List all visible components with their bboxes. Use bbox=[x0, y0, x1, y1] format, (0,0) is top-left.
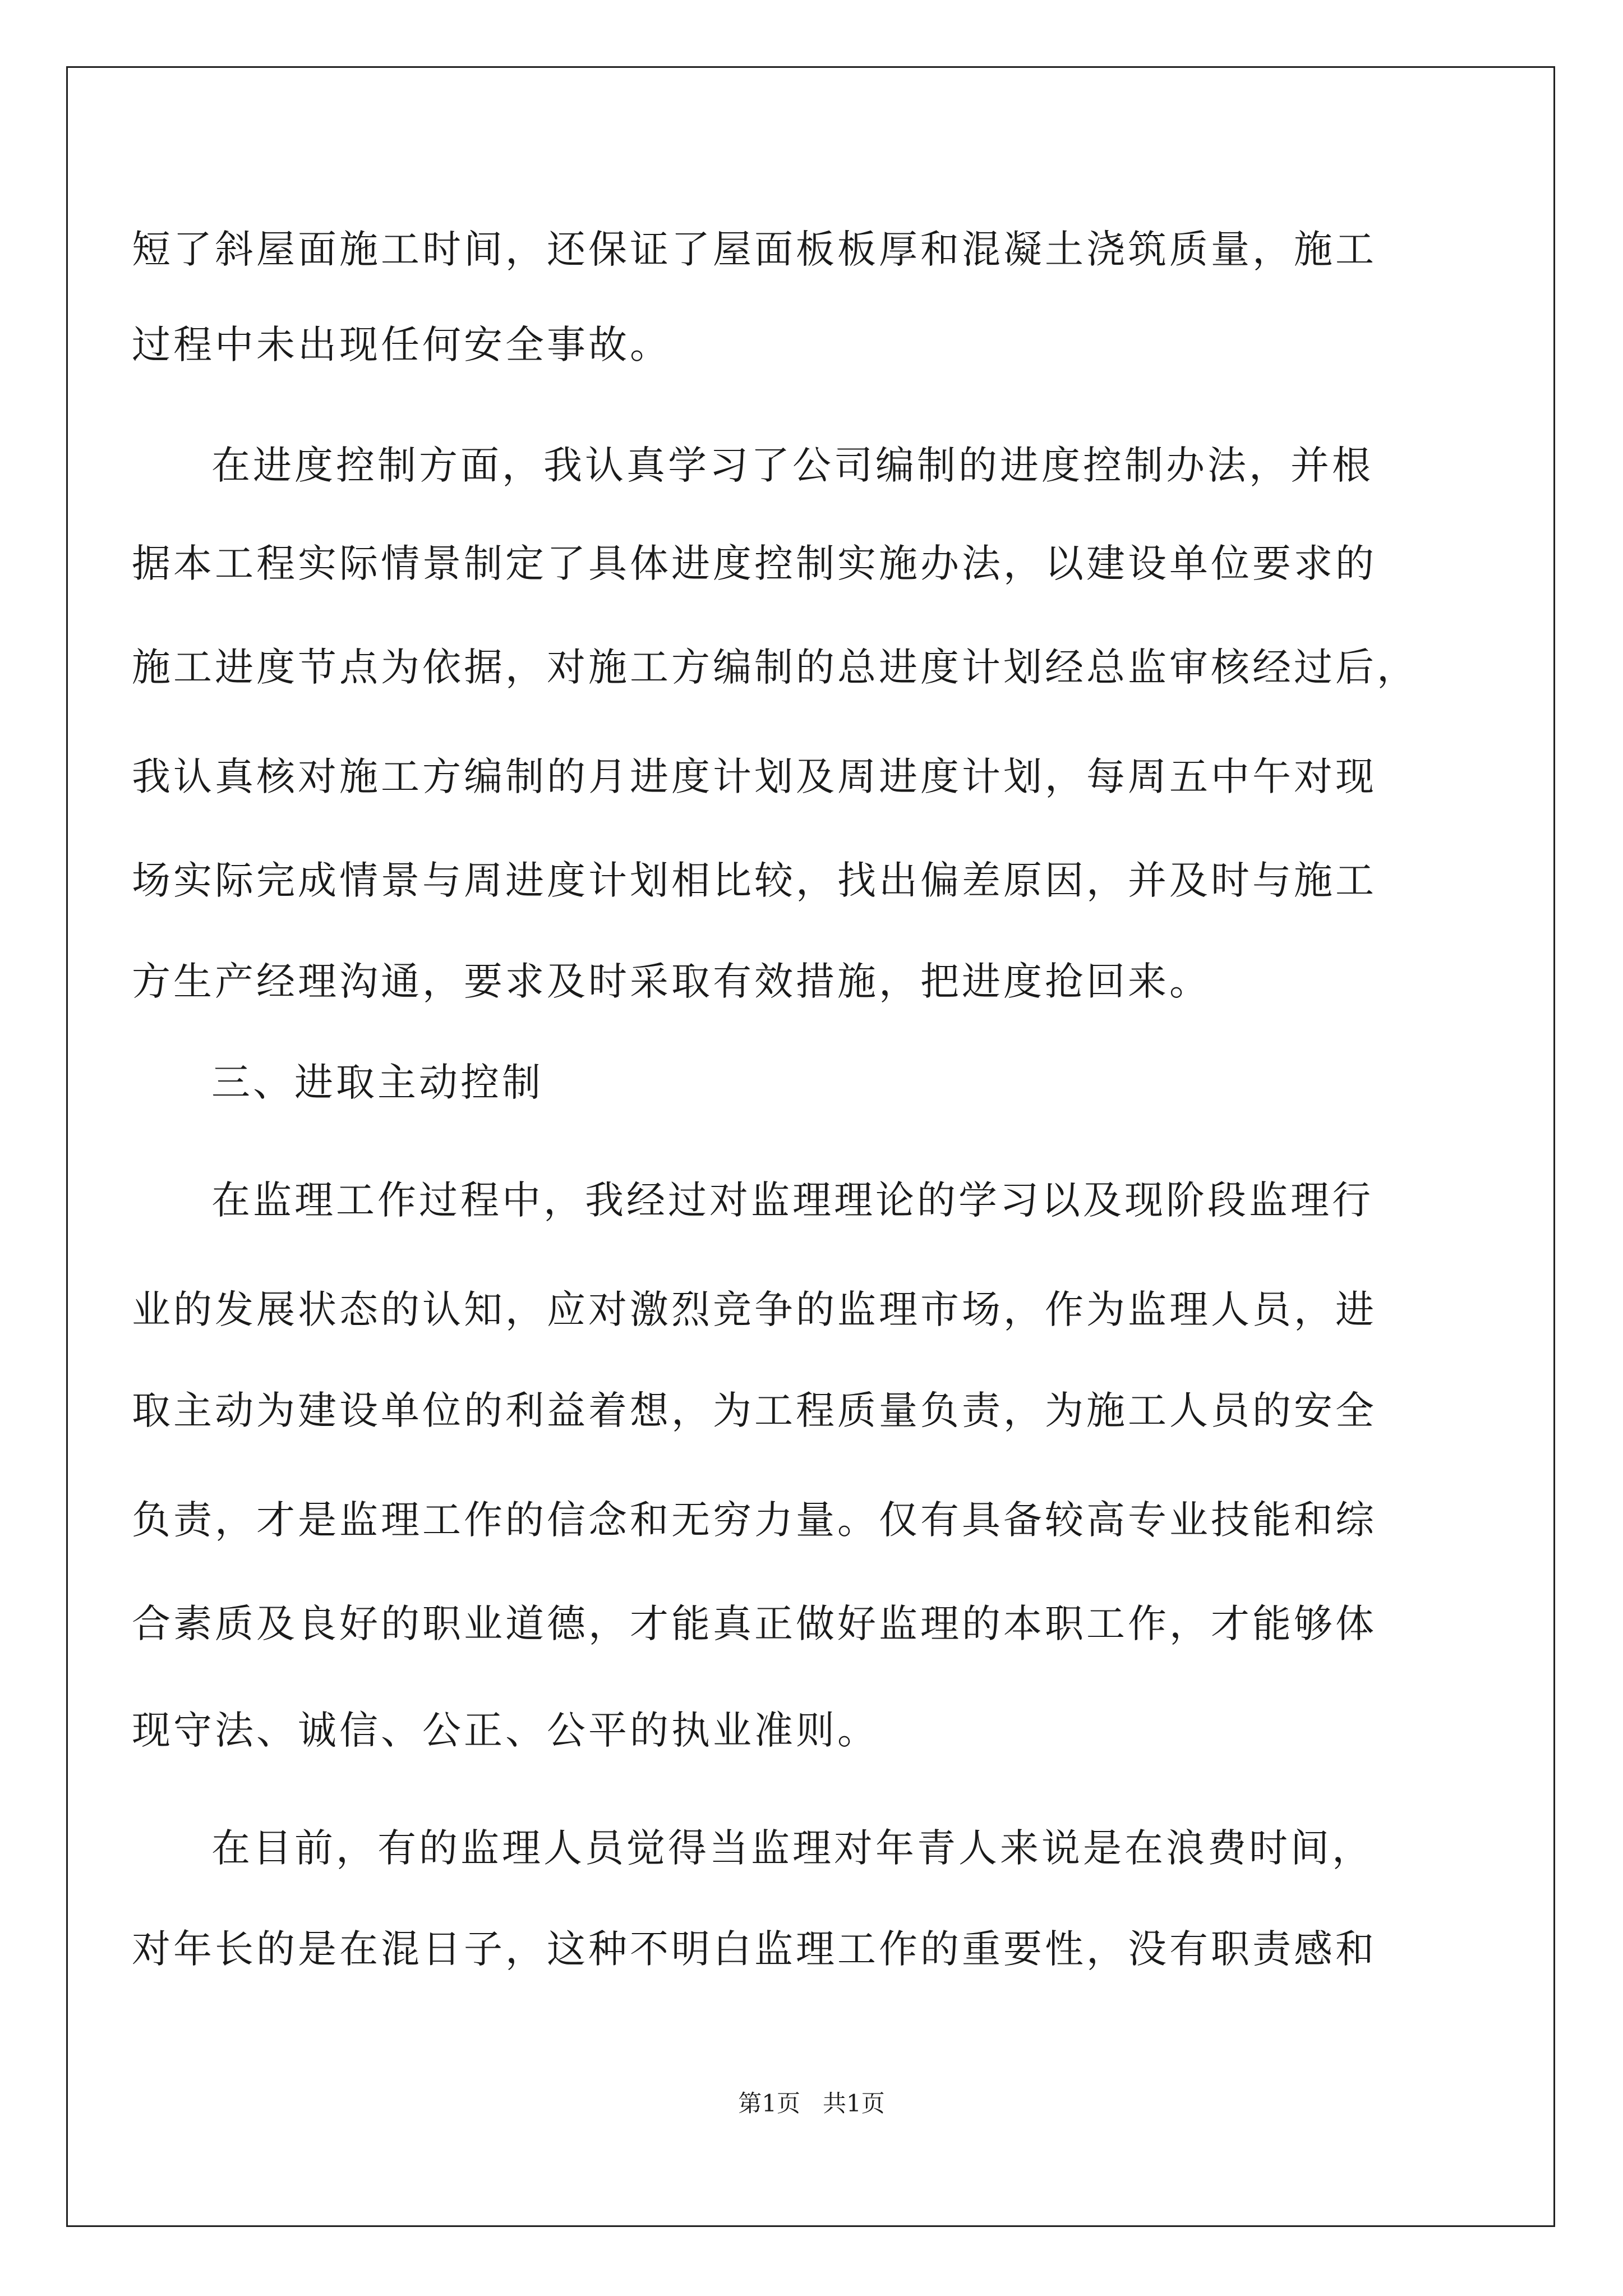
text-line-13: 负责，才是监理工作的信念和无穷力量。仅有具备较高专业技能和综 bbox=[132, 1498, 1377, 1543]
text-line-8: 方生产经理沟通，要求及时采取有效措施，把进度抢回来。 bbox=[132, 959, 1211, 1004]
text-line-11: 业的发展状态的认知，应对激烈竞争的监理市场，作为监理人员，进 bbox=[132, 1287, 1377, 1332]
text-line-17: 对年长的是在混日子，这种不明白监理工作的重要性，没有职责感和 bbox=[132, 1927, 1377, 1972]
text-line-1: 短了斜屋面施工时间，还保证了屋面板板厚和混凝土浇筑质量，施工 bbox=[132, 227, 1377, 272]
text-line-3: 在进度控制方面，我认真学习了公司编制的进度控制办法，并根 bbox=[211, 443, 1373, 488]
text-line-15: 现守法、诚信、公正、公平的执业准则。 bbox=[132, 1708, 879, 1753]
text-line-14: 合素质及良好的职业道德，才能真正做好监理的本职工作，才能够体 bbox=[132, 1602, 1377, 1646]
section-heading: 三、进取主动控制 bbox=[211, 1060, 543, 1105]
text-line-12: 取主动为建设单位的利益着想，为工程质量负责，为施工人员的安全 bbox=[132, 1388, 1377, 1433]
text-line-16: 在目前，有的监理人员觉得当监理对年青人来说是在浪费时间， bbox=[211, 1826, 1373, 1871]
text-line-4: 据本工程实际情景制定了具体进度控制实施办法，以建设单位要求的 bbox=[132, 541, 1377, 586]
text-line-10: 在监理工作过程中，我经过对监理理论的学习以及现阶段监理行 bbox=[211, 1178, 1373, 1223]
text-line-5: 施工进度节点为依据，对施工方编制的总进度计划经总监审核经过后， bbox=[132, 645, 1418, 690]
text-line-7: 场实际完成情景与周进度计划相比较，找出偏差原因，并及时与施工 bbox=[132, 858, 1377, 903]
page-border bbox=[66, 66, 1555, 2227]
text-line-6: 我认真核对施工方编制的月进度计划及周进度计划，每周五中午对现 bbox=[132, 754, 1377, 799]
text-line-2: 过程中未出现任何安全事故。 bbox=[132, 323, 671, 367]
page-number-footer: 第1页 共1页 bbox=[738, 2090, 885, 2117]
